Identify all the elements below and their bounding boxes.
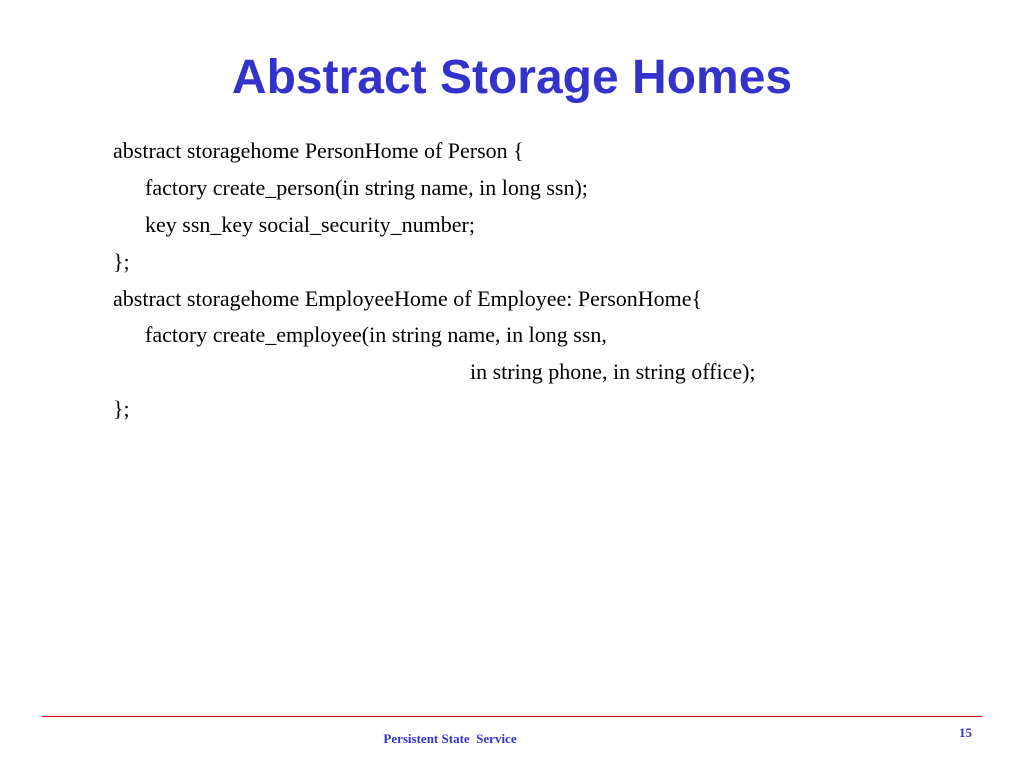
slide-title: Abstract Storage Homes [231,51,793,104]
footer-divider [42,716,982,717]
code-line-5: abstract storagehome EmployeeHome of Employee: PersonHome{ [113,286,703,311]
page-number: 15 [959,725,972,740]
footer-title: Persistent State Service [383,731,517,746]
code-line-6: factory create_employee(in string name, in long ssn, [145,322,607,347]
code-line-2: factory create_person(in string name, in long ssn); [145,175,588,200]
code-line-1: abstract storagehome PersonHome of Person { [113,138,524,163]
code-line-4: }; [113,249,130,274]
code-line-7: in string phone, in string office); [470,359,756,384]
code-line-8: }; [113,396,130,421]
code-line-3: key ssn_key social_security_number; [145,212,475,237]
